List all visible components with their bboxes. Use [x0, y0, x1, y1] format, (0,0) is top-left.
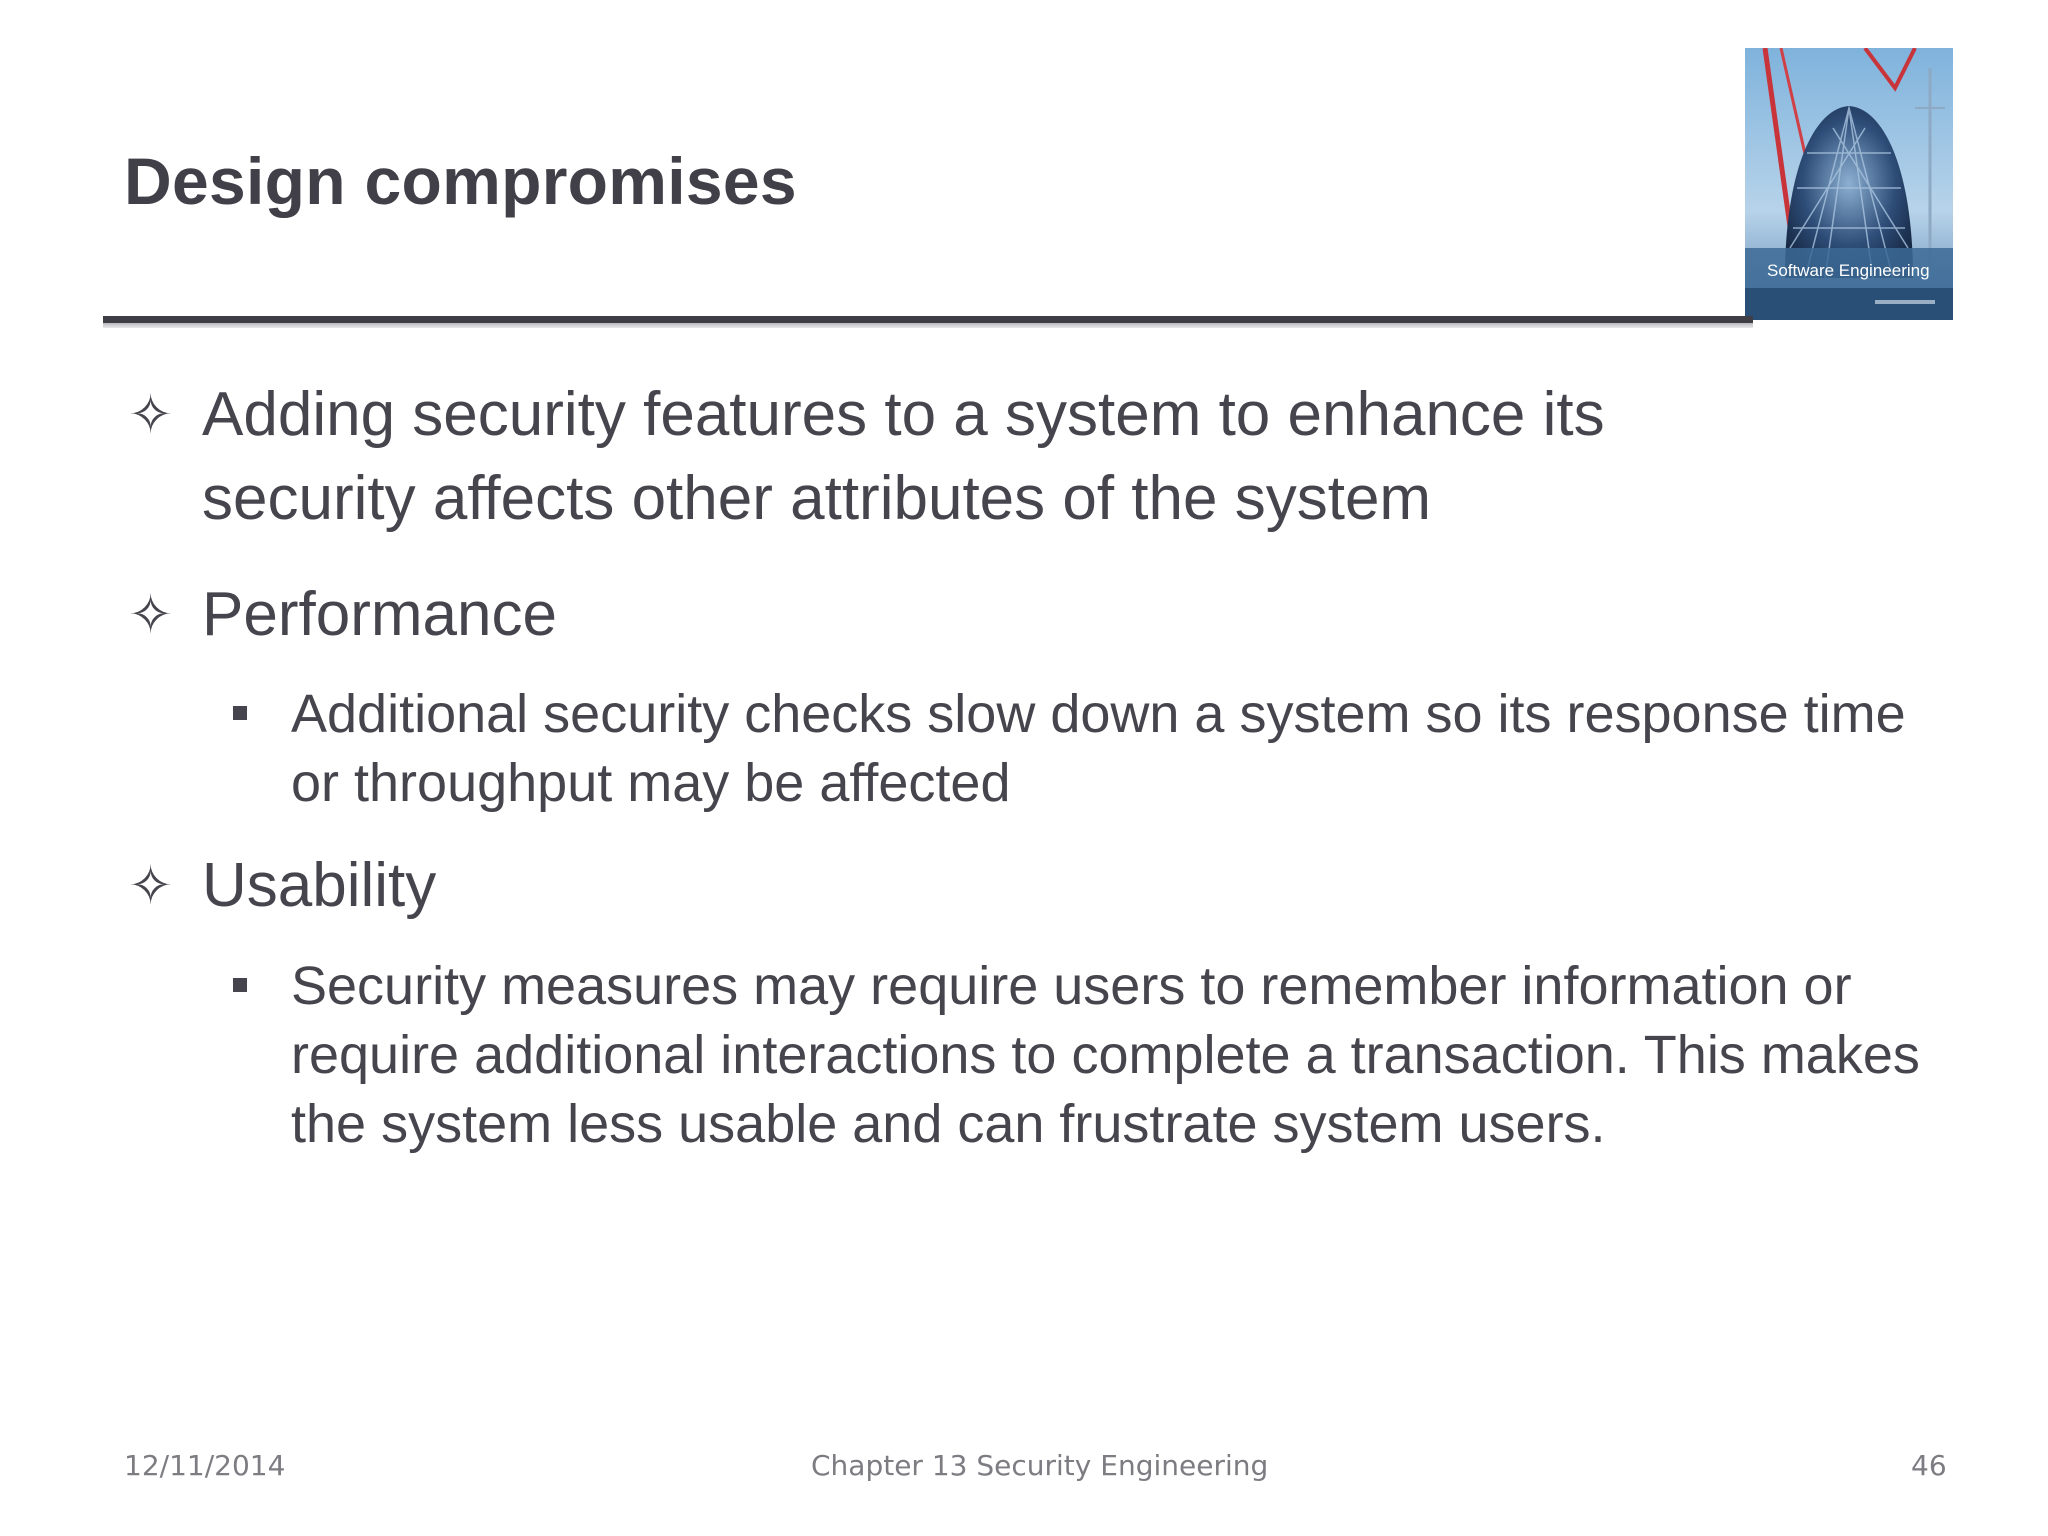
bullet-text: Additional security checks slow down a system so its response time or throughput may be affected — [291, 684, 1906, 813]
four-point-star-icon: ✧ — [128, 383, 174, 446]
slide-title: Design compromises — [124, 144, 797, 218]
bullet-level1 — [124, 373, 1764, 541]
bullet-level1 — [124, 844, 1764, 928]
four-point-star-icon: ✧ — [128, 583, 174, 646]
square-bullet-icon — [233, 706, 247, 720]
square-bullet-icon — [233, 978, 247, 992]
footer-page-number: 46 — [1911, 1449, 1947, 1482]
bullet-text: Usability — [202, 851, 437, 920]
footer-chapter: Chapter 13 Security Engineering — [811, 1449, 1269, 1482]
title-rule — [103, 316, 1753, 323]
bullet-level2 — [229, 952, 1929, 1159]
cover-caption: Software Engineering — [1767, 261, 1930, 280]
bullet-text: Security measures may require users to remember information or require additional interactions to complete a transaction. This makes the system less usable and can frustrate system users. — [291, 956, 1920, 1154]
bullet-level1 — [124, 573, 1764, 657]
footer-date: 12/11/2014 — [124, 1449, 286, 1482]
four-point-star-icon: ✧ — [128, 854, 174, 917]
bullet-text: Performance — [202, 580, 557, 649]
bullet-level2 — [229, 680, 1929, 818]
book-cover-image — [1745, 48, 1953, 320]
title-rule-shadow — [103, 323, 1753, 328]
bullet-text: Adding security features to a system to enhance its security affects other attributes of the system — [202, 380, 1605, 533]
